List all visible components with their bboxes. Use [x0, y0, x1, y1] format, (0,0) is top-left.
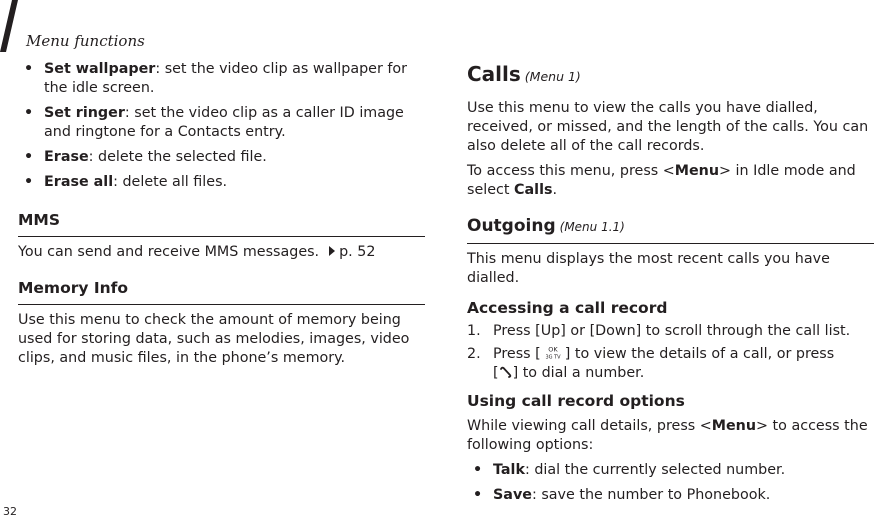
calls-target-label: Calls	[514, 182, 553, 198]
bullet-desc: : set the video clip as a caller ID image and ringtone for a Contacts entry.	[44, 105, 404, 140]
menu-key-label: Menu	[711, 418, 757, 434]
outgoing-text: This menu displays the most recent calls you have dialled.	[467, 251, 830, 286]
dial-key-icon	[499, 364, 513, 379]
step-text-d: ] to dial a number.	[512, 365, 645, 381]
step-text: Press [Up] or [Down] to scroll through the call list.	[493, 323, 851, 339]
outgoing-heading-text: Outgoing	[467, 216, 556, 236]
bullet-term: Erase	[44, 149, 89, 165]
options-intro-pre: While viewing call details, press <	[467, 418, 712, 434]
list-item	[467, 345, 874, 383]
mms-heading: MMS	[18, 210, 425, 237]
bullet-dot: •	[24, 149, 34, 165]
menu-key-label: Menu	[674, 163, 720, 179]
outgoing-menu-ref: (Menu 1.1)	[559, 220, 625, 234]
list-item	[467, 486, 874, 505]
page-header-title: Menu functions	[26, 32, 145, 50]
bullet-dot: •	[473, 462, 483, 478]
calls-heading	[467, 62, 874, 89]
mms-text	[18, 243, 425, 262]
bullet-dot: •	[24, 174, 34, 190]
calls-menu-ref: (Menu 1)	[524, 69, 581, 84]
bullet-desc: : dial the currently selected number.	[524, 462, 786, 478]
page-number: 32	[3, 505, 17, 518]
step-number: 1.	[467, 323, 481, 339]
ok-key-top-label: OK	[548, 345, 558, 354]
options-intro	[467, 417, 874, 455]
using-options-heading: Using call record options	[467, 392, 685, 410]
list-item	[18, 173, 425, 192]
ok-key-icon	[541, 345, 565, 360]
bullet-term: Save	[493, 487, 532, 503]
list-item	[18, 60, 425, 98]
arrow-right-icon	[329, 246, 335, 256]
left-column	[18, 60, 425, 368]
bullet-desc: : delete the selected file.	[88, 149, 267, 165]
bullet-dot: •	[24, 61, 34, 77]
calls-access-text	[467, 162, 874, 200]
calls-intro: Use this menu to view the calls you have dialled, received, or missed, and the length of the calls. You can also delete all of the call records.	[467, 100, 869, 154]
step-text-c: [	[493, 365, 499, 381]
list-item	[18, 148, 425, 167]
calls-heading-text: Calls	[467, 62, 521, 86]
step-text-b: ] to view the details of a call, or press	[564, 346, 835, 362]
calls-access-mid: > in Idle mode and select	[467, 163, 856, 198]
list-item	[18, 104, 425, 142]
bullet-dot: •	[24, 105, 34, 121]
bullet-desc: : set the video clip as wallpaper for the idle screen.	[44, 61, 408, 96]
bullet-term: Erase all	[44, 174, 114, 190]
step-number: 2.	[467, 346, 481, 362]
step-text-a: Press [	[493, 346, 541, 362]
list-item	[467, 461, 874, 480]
bullet-term: Set wallpaper	[44, 61, 156, 77]
right-column	[467, 60, 874, 511]
bullet-term: Set ringer	[44, 105, 125, 121]
bullet-dot: •	[473, 487, 483, 503]
accessing-call-record-heading: Accessing a call record	[467, 299, 668, 317]
memory-info-text: Use this menu to check the amount of memory being used for storing data, such as melodies, images, video clips, and music files, in the phone’s memory.	[18, 312, 410, 366]
mms-page-ref[interactable]: p. 52	[339, 244, 376, 260]
bullet-desc: : delete all files.	[113, 174, 228, 190]
outgoing-heading	[467, 216, 874, 244]
bullet-term: Talk	[493, 462, 525, 478]
bullet-desc: : save the number to Phonebook.	[531, 487, 771, 503]
calls-access-end: .	[552, 182, 558, 198]
options-intro-post: > to access the following options:	[467, 418, 868, 453]
calls-access-pre: To access this menu, press <	[467, 163, 675, 179]
header-accent-bar	[0, 0, 18, 52]
mms-description: You can send and receive MMS messages.	[18, 244, 320, 260]
list-item	[467, 322, 874, 341]
ok-key-bottom-label: 3G TV	[545, 354, 561, 360]
memory-info-heading: Memory Info	[18, 278, 425, 305]
